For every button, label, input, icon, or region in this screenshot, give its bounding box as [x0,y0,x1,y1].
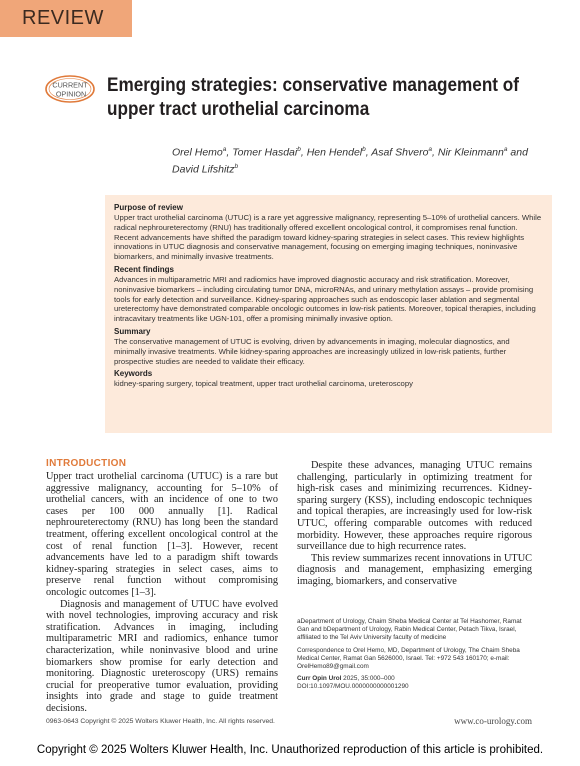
author-affiliation-mark: a [503,146,508,153]
footer-url[interactable]: www.co-urology.com [454,716,532,726]
body-column-left [46,471,278,714]
author-affiliation-mark: b [234,162,239,170]
keywords-text: kidney-sparing surgery, topical treatment, upper tract urothelial carcinoma, ureteroscopy [114,379,413,389]
journal-name: Curr Opin Urol [297,675,342,683]
summary-text: The conservative management of UTUC is evolving, driven by advancements in imaging, molecular diagnostics, and minimally invasive treatments. While kidney-sparing approaches are increasingly utilized in low-risk patients, further prospective studies are needed to validate their efficacy. [114,336,510,366]
findings-text: Advances in multiparametric MRI and radiomics have improved diagnostic accuracy and risk stratification. Moreover, noninvasive biomarkers – including circulating tumor DNA, microRNAs, and urinary methylation assays – provide promising tools for early detection and surveillance. Kidney-sparing approaches such as endoscopic laser ablation and segmental ureterectomy have demonstrated comparable oncologic outcomes in low-risk patients. Moreover, topical therapies, including intracavitary treatments like UGN-101, offer a promising minimally invasive option. [114,274,536,324]
author-affiliation-mark: a [222,146,227,153]
paragraph: This review summarizes recent innovations in UTUC diagnosis and management, emphasizing emerging imaging, biomarkers, and conservative [297,552,532,587]
body-column-right [297,460,532,588]
author-affiliation-mark: a [428,146,433,153]
abstract-box [105,195,552,433]
affiliations-block [297,618,532,692]
author-name: Asaf Shvero [371,146,429,159]
section-tab: REVIEW [0,0,132,37]
author-name: Nir Kleinmann [437,146,504,159]
author-list: Orel Hemo$^a$, Tomer Hasdai$^b$, Hen Hendel$^b$, Asaf Shvero$^a$, Nir Kleinmann$^a$ and David Lifshitz$^b$ [172,146,528,175]
keywords-heading: Keywords [114,369,153,379]
correspondence-text: Correspondence to Orel Hemo, MD, Department of Urology, The Chaim Sheba Medical Center, Ramat Gan 5626000, Israel. Tel: +972 543 160170; e-mail: OrelHemo89@gmail.com [297,646,520,671]
purpose-heading: Purpose of review [114,203,183,212]
author-name: Hen Hendel [306,146,363,159]
author-name: Tomer Hasdai [232,146,298,159]
paragraph: Upper tract urothelial carcinoma (UTUC) is a rare but aggressive malignancy, accounting for 5–10% of urothelial cancers, with an incidence of one to two cases per 100 000 annually [1]. Radical nephroureterectomy (RNU) has long been the standard treatment, offering excellent oncological control at the cost of renal function [1–3]. However, recent advancements have led to a paradigm shift towards kidney-sparing strategies in select cases, aims to preserve renal function without compromising oncologic outcomes [1–3]. [46,471,278,598]
doi-text: DOI:10.1097/MOU.0000000000001290 [297,683,409,691]
article-title: Emerging strategies: conservative management of upper tract urothelial carcinoma [107,74,519,120]
findings-heading: Recent findings [114,264,175,274]
purpose-text: Upper tract urothelial carcinoma (UTUC) is a rare yet aggressive malignancy, representing 5–10% of urothelial cancers. While radical nephroureterectomy (RNU) has traditionally offered excellent oncological control, it compromises renal function. Recent advancements have shifted the paradigm toward kidney-sparing strategies in select cases. This review highlights innovations in UTUC diagnosis and conservative management, focusing on emerging imaging techniques, noninvasive biomarkers, and minimally invasive treatments. [114,213,542,262]
introduction-heading: INTRODUCTION [46,458,127,469]
journal-info: 2025, 35:000–000 [343,675,395,683]
author-name: David Lifshitz [172,163,235,175]
affiliations-text: aDepartment of Urology, Chaim Sheba Medical Center at Tel Hashomer, Ramat Gan and bDepartment of Urology, Rabin Medical Center, Petach Tikva, Israel, affiliated to the Tel Aviv University faculty of medicine [297,618,522,642]
author-affiliation-mark: b [362,146,366,153]
copyright-banner: Copyright © 2025 Wolters Kluwer Health, Inc. Unauthorized reproduction of this article is prohibited. [36,744,544,756]
logo-line1: CURRENT [52,80,88,90]
author-name: Orel Hemo [172,146,223,159]
paragraph: Despite these advances, managing UTUC remains challenging, particularly in optimizing treatment for high-risk cases and minimizing recurrences. Kidney-sparing surgery (KSS), including endoscopic techniques and topical therapies, are increasingly used for low-risk UTUC, offering comparable outcomes with reduced morbidity. However, these approaches require rigorous surveillance due to high recurrence rates. [297,460,532,553]
journal-citation [297,675,532,691]
summary-heading: Summary [114,326,151,336]
author-affiliation-mark: b [297,146,301,153]
footer-copyright: 0963-0643 Copyright © 2025 Wolters Kluwer Health, Inc. All rights reserved. [46,718,275,725]
paragraph: Diagnosis and management of UTUC have evolved with novel technologies, improving accuracy and risk stratification. Advances in imaging, including multiparametric MRI and radiomics, enhance tumor characterization, while noninvasive blood and urine biomarkers show promise for early detection and monitoring. Diagnostic ureteroscopy (URS) remains crucial for preoperative tumor evaluation, providing insights into grade and stage to guide treatment decisions. [46,598,278,714]
logo-line2: OPINION [55,89,87,99]
current-opinion-logo [44,74,96,104]
